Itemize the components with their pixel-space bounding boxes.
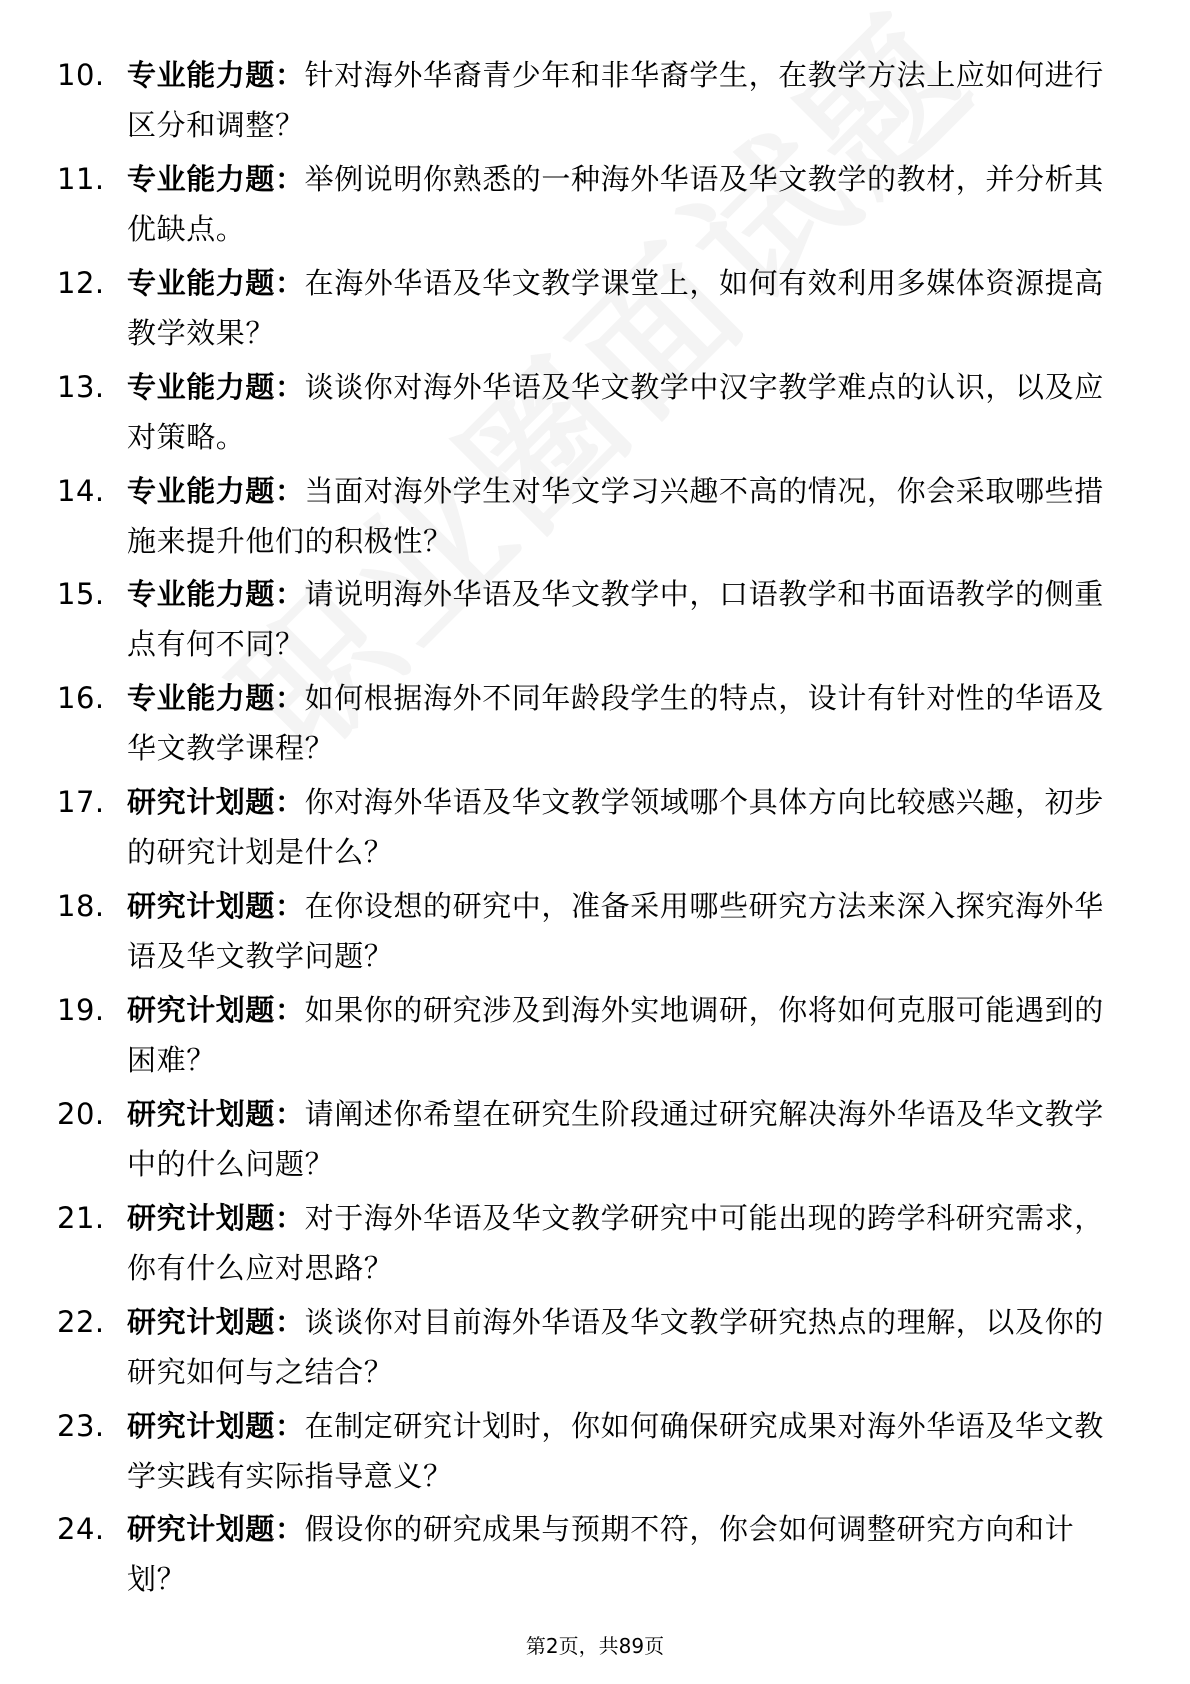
question-body: 在你设想的研究中，准备采用哪些研究方法来深入探究海外华语及华文教学问题？ — [127, 889, 1104, 974]
question-number: 17. — [57, 785, 105, 820]
question-number: 22. — [57, 1304, 105, 1339]
question-text — [127, 881, 1112, 981]
question-number: 15. — [57, 577, 105, 612]
question-category: 专业能力题： — [127, 58, 305, 92]
question-body: 谈谈你对目前海外华语及华文教学研究热点的理解，以及你的研究如何与之结合？ — [127, 1304, 1104, 1389]
question-category: 专业能力题： — [127, 161, 305, 196]
question-number: 23. — [57, 1408, 105, 1443]
question-body: 在海外华语及华文教学课堂上，如何有效利用多媒体资源提高教学效果？ — [127, 265, 1104, 350]
question-text — [127, 154, 1112, 254]
question-item — [0, 777, 1190, 881]
question-number: 21. — [57, 1200, 105, 1235]
question-text — [127, 985, 1112, 1085]
question-body: 如何根据海外不同年龄段学生的特点，设计有针对性的华语及华文教学课程？ — [127, 681, 1104, 766]
question-text — [127, 673, 1112, 773]
question-body: 谈谈你对海外华语及华文教学中汉字教学难点的认识，以及应对策略。 — [127, 369, 1104, 454]
question-category: 专业能力题： — [127, 473, 305, 508]
question-number: 16. — [57, 681, 105, 716]
question-number: 14. — [57, 473, 105, 508]
question-number: 11. — [57, 161, 105, 196]
question-number: 24. — [57, 1512, 105, 1547]
question-item — [0, 362, 1190, 466]
question-item — [0, 258, 1190, 362]
question-category: 专业能力题： — [127, 577, 305, 612]
question-body: 你对海外华语及华文教学领域哪个具体方向比较感兴趣，初步的研究计划是什么？ — [127, 785, 1104, 870]
question-item — [0, 569, 1190, 673]
question-body: 请说明海外华语及华文教学中，口语教学和书面语教学的侧重点有何不同？ — [127, 577, 1104, 662]
question-item — [0, 985, 1190, 1089]
question-text — [127, 1504, 1112, 1604]
question-text — [127, 1193, 1112, 1293]
question-text — [127, 466, 1112, 566]
question-category: 研究计划题： — [127, 1512, 305, 1547]
question-category: 研究计划题： — [127, 1200, 305, 1235]
question-item — [0, 881, 1190, 985]
question-category: 研究计划题： — [127, 993, 305, 1028]
question-body: 针对海外华裔青少年和非华裔学生，在教学方法上应如何进行区分和调整？ — [127, 58, 1104, 142]
question-body: 对于海外华语及华文教学研究中可能出现的跨学科研究需求，你有什么应对思路？ — [127, 1200, 1104, 1285]
question-number: 13. — [57, 369, 105, 404]
question-item — [0, 1297, 1190, 1401]
question-item — [0, 154, 1190, 258]
question-list — [0, 50, 1190, 1608]
question-text — [127, 1297, 1112, 1397]
question-item — [0, 673, 1190, 777]
question-body: 举例说明你熟悉的一种海外华语及华文教学的教材，并分析其优缺点。 — [127, 161, 1104, 246]
question-number: 18. — [57, 889, 105, 924]
question-category: 专业能力题： — [127, 681, 305, 716]
question-category: 专业能力题： — [127, 369, 305, 404]
question-category: 研究计划题： — [127, 785, 305, 820]
question-body: 如果你的研究涉及到海外实地调研，你将如何克服可能遇到的困难？ — [127, 993, 1104, 1078]
question-item — [0, 1504, 1190, 1608]
question-number: 10. — [57, 58, 105, 92]
question-text — [127, 569, 1112, 669]
question-category: 研究计划题： — [127, 889, 305, 924]
question-body: 当面对海外学生对华文学习兴趣不高的情况，你会采取哪些措施来提升他们的积极性？ — [127, 473, 1104, 558]
question-number: 12. — [57, 265, 105, 300]
question-text — [127, 1089, 1112, 1189]
question-body: 请阐述你希望在研究生阶段通过研究解决海外华语及华文教学中的什么问题？ — [127, 1096, 1104, 1181]
question-body: 假设你的研究成果与预期不符，你会如何调整研究方向和计划？ — [127, 1512, 1075, 1597]
question-item — [0, 1193, 1190, 1297]
question-text — [127, 258, 1112, 358]
question-item — [0, 1089, 1190, 1193]
question-text — [127, 1401, 1112, 1501]
question-text — [127, 777, 1112, 877]
question-category: 研究计划题： — [127, 1408, 305, 1443]
page-footer: 第2页，共89页 — [525, 1634, 665, 1658]
question-text — [127, 50, 1112, 150]
question-number: 19. — [57, 993, 105, 1028]
question-item — [0, 466, 1190, 570]
question-item — [0, 50, 1190, 154]
question-text — [127, 362, 1112, 462]
question-item — [0, 1401, 1190, 1505]
question-category: 研究计划题： — [127, 1304, 305, 1339]
question-number: 20. — [57, 1096, 105, 1131]
question-category: 专业能力题： — [127, 265, 305, 300]
question-body: 在制定研究计划时，你如何确保研究成果对海外华语及华文教学实践有实际指导意义？ — [127, 1408, 1104, 1493]
question-category: 研究计划题： — [127, 1096, 305, 1131]
